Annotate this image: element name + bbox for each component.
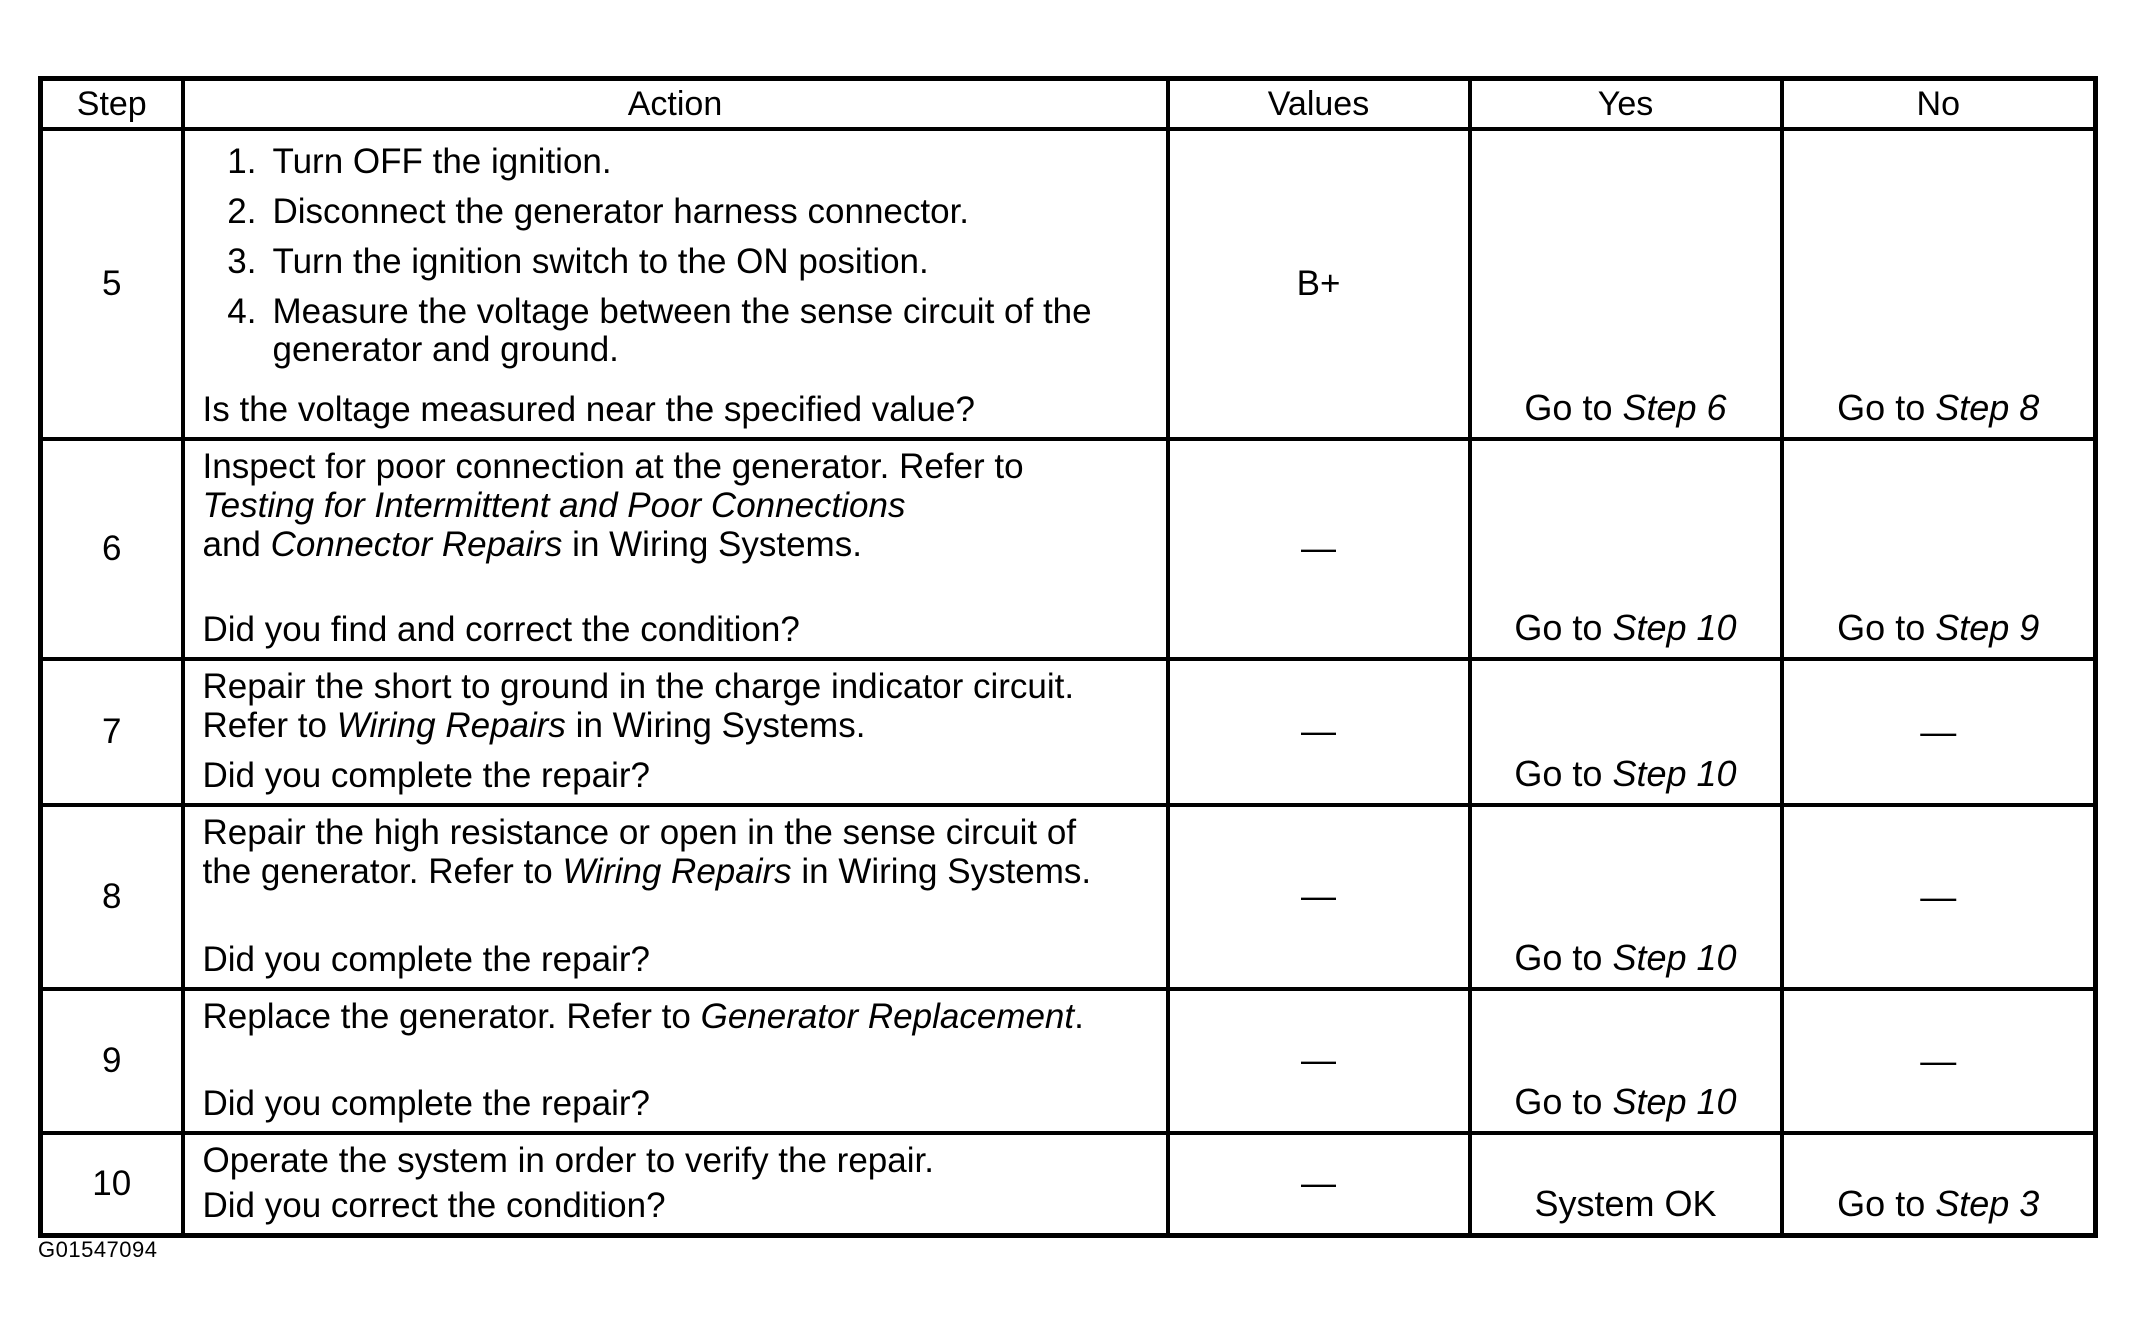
question-text: Did you complete the repair? [202, 756, 650, 795]
header-values: Values [1168, 79, 1470, 130]
action-text [203, 813, 1133, 891]
text-segment: Repair the short to ground in the charge indicator circuit. Refer to [202, 667, 1075, 745]
header-step: Step [41, 79, 183, 130]
table-row [41, 989, 2096, 1133]
no-cell [1782, 129, 2096, 439]
text-segment: in Wiring Systems. [791, 852, 1092, 891]
value-cell: — [1168, 439, 1470, 659]
figure-id: G01547094 [38, 1237, 158, 1262]
text-segment: Inspect for poor connection at the generator. Refer to [202, 447, 1024, 486]
action-cell [183, 805, 1168, 989]
step-number: 9 [41, 989, 183, 1133]
reference-text: Testing for Intermittent and Poor Connections [202, 486, 906, 525]
question-text: Did you complete the repair? [202, 1084, 650, 1123]
step-link: Step 10 [1612, 753, 1737, 794]
table-row [41, 805, 2096, 989]
substep-text: Measure the voltage between the sense circuit of the generator and ground. [272, 292, 1092, 369]
header-yes: Yes [1470, 79, 1782, 130]
substep-number: 4. [227, 292, 257, 331]
question-text: Did you correct the condition? [202, 1186, 666, 1225]
table-row [41, 439, 2096, 659]
goto-prefix: Go to [1524, 387, 1623, 428]
yes-cell [1470, 805, 1782, 989]
goto-prefix: Go to [1837, 607, 1936, 648]
action-text [203, 447, 1083, 564]
no-cell: — [1782, 805, 2096, 989]
diagnostic-table [38, 76, 2098, 1238]
substep-text: Disconnect the generator harness connector. [272, 192, 970, 231]
action-cell [183, 989, 1168, 1133]
reference-text: Connector Repairs [270, 525, 563, 564]
reference-text: Generator Replacement [700, 997, 1075, 1036]
goto-prefix: Go to [1514, 753, 1613, 794]
value-cell: — [1168, 1133, 1470, 1236]
value-cell: — [1168, 989, 1470, 1133]
substep-text: Turn the ignition switch to the ON position. [272, 242, 929, 281]
goto-prefix: Go to [1837, 1183, 1936, 1224]
yes-cell: System OK [1470, 1133, 1782, 1236]
action-text: Operate the system in order to verify the repair. [202, 1141, 934, 1180]
action-text [203, 667, 1123, 745]
yes-cell [1470, 659, 1782, 805]
table-row [41, 1133, 2096, 1236]
table-row [41, 659, 2096, 805]
substep-text: Turn OFF the ignition. [272, 142, 612, 181]
header-row [41, 79, 2096, 130]
header-action: Action [183, 79, 1168, 130]
text-segment: Replace the generator. Refer to [202, 997, 701, 1036]
no-cell [1782, 1133, 2096, 1236]
value-cell: — [1168, 805, 1470, 989]
no-cell [1782, 439, 2096, 659]
yes-cell [1470, 129, 1782, 439]
step-link: Step 8 [1935, 387, 2040, 428]
substep-number: 3. [227, 242, 257, 281]
reference-text: Wiring Repairs [336, 706, 566, 745]
list-item [203, 293, 1156, 369]
goto-prefix: Go to [1514, 937, 1613, 978]
step-number: 8 [41, 805, 183, 989]
text-segment: and [202, 525, 271, 564]
question-text: Is the voltage measured near the specified value? [202, 390, 975, 429]
list-item [203, 243, 1156, 281]
action-cell [183, 439, 1168, 659]
list-item [203, 193, 1156, 231]
substep-number: 2. [227, 192, 257, 231]
reference-text: Wiring Repairs [562, 852, 792, 891]
action-cell [183, 129, 1168, 439]
text-segment: . [1074, 997, 1084, 1036]
question-text: Did you complete the repair? [202, 940, 650, 979]
yes-cell [1470, 989, 1782, 1133]
action-text [203, 997, 1156, 1036]
step-link: Step 6 [1622, 387, 1727, 428]
goto-prefix: Go to [1837, 387, 1936, 428]
text-segment: in Wiring Systems. [565, 706, 866, 745]
step-link: Step 10 [1612, 937, 1737, 978]
list-item [203, 143, 1156, 181]
step-number: 6 [41, 439, 183, 659]
goto-prefix: Go to [1514, 607, 1613, 648]
no-cell: — [1782, 989, 2096, 1133]
step-link: Step 3 [1935, 1183, 2040, 1224]
no-cell: — [1782, 659, 2096, 805]
text-segment: in Wiring Systems. [562, 525, 862, 564]
value-cell: B+ [1168, 129, 1470, 439]
step-link: Step 9 [1935, 607, 2040, 648]
text-segment: Repair the high resistance or open in the sense circuit of the generator. Refer to [202, 813, 1077, 891]
action-cell [183, 659, 1168, 805]
goto-prefix: Go to [1514, 1081, 1613, 1122]
yes-cell [1470, 439, 1782, 659]
header-no: No [1782, 79, 2096, 130]
substep-list [203, 143, 1156, 369]
substep-number: 1. [227, 142, 257, 181]
value-cell: — [1168, 659, 1470, 805]
step-number: 10 [41, 1133, 183, 1236]
question-text: Did you find and correct the condition? [202, 610, 800, 649]
step-link: Step 10 [1612, 1081, 1737, 1122]
step-link: Step 10 [1612, 607, 1737, 648]
step-number: 7 [41, 659, 183, 805]
step-number: 5 [41, 129, 183, 439]
action-cell [183, 1133, 1168, 1236]
table-row [41, 129, 2096, 439]
